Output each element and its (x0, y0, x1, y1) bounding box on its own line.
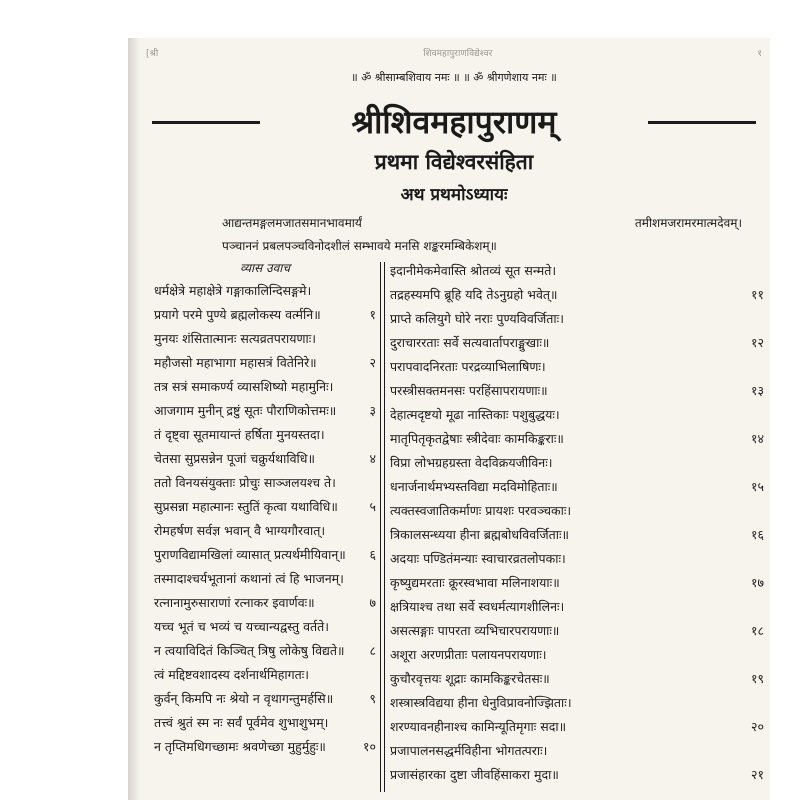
verse-text: प्रयागे परमे पुण्ये ब्रह्मलोकस्य वर्त्मनि॥ (154, 306, 321, 322)
verse-line (390, 402, 764, 426)
verse-number: १८ (750, 622, 764, 638)
verse-line (390, 498, 764, 522)
verse-line (154, 518, 376, 542)
running-head (146, 46, 762, 59)
verse-text: परापवादनिरताः परद्रव्याभिलाषिणः। (390, 358, 546, 374)
verse-text: प्रजासंहारका दुष्टा जीवहिंसाकरा मुदा॥ (390, 766, 559, 782)
verse-text: कुचौरवृत्तयः शूद्राः कामकिङ्करचेतसः॥ (390, 670, 550, 686)
verse-text: ततो विनयसंयुक्ताः प्रोचुः साञ्जलयश्च ते। (154, 474, 336, 490)
verse-text: मुनयः शंसितात्मानः सत्यव्रतपरायणाः। (154, 330, 317, 346)
verse-line (154, 446, 376, 470)
verse-line (154, 542, 376, 566)
verse-text: रत्नानामुरुसाराणां रत्नाकर इवार्णवः॥ (154, 594, 315, 610)
verse-text: तं दृष्ट्वा सूतमायान्तं हर्षिता मुनयस्तदा। (154, 426, 325, 442)
verse-line (390, 522, 764, 546)
verse-line (390, 330, 764, 354)
verse-number: २ (369, 354, 376, 370)
right-column (390, 258, 764, 786)
title-block (146, 100, 762, 144)
verse-line (390, 450, 764, 474)
left-column (154, 258, 376, 758)
invocatory-verse (222, 212, 742, 258)
verse-text: सुप्रसन्ना महात्मानः स्तुतिं कृत्वा यथाविधि॥ (154, 498, 338, 514)
right-verse-list (390, 258, 764, 786)
verse-line (154, 302, 376, 326)
verse-text: इदानीमेकमेवास्ति श्रोतव्यं सूत सन्मते। (390, 262, 557, 278)
invocatory-verse-line-1-right: तमीशमजरामरमात्मदेवम्। (634, 216, 742, 230)
invocation-line: ॥ ॐ श्रीसाम्बशिवाय नमः ॥ ॥ ॐ श्रीगणेशाय नमः ॥ (351, 71, 557, 84)
verse-line (154, 422, 376, 446)
verse-text: चेतसा सुप्रसन्नेन पूजां चक्रुर्यथाविधि॥ (154, 450, 315, 466)
invocatory-verse-line-1-left: आद्यन्तमङ्गलमजातसमानभावमार्यं (222, 216, 362, 230)
verse-line (390, 474, 764, 498)
verse-number: १७ (750, 574, 764, 590)
verse-text: शस्त्रास्त्रविद्यया हीना धेनुविप्रावनोज्झिताः। (390, 694, 572, 710)
verse-text: दुराचाररताः सर्वे सत्यवार्तापराङ्मुखाः॥ (390, 334, 550, 350)
verse-line (390, 570, 764, 594)
verse-text: कृष्युद्यमरताः क्रूरस्वभावा मलिनाशयाः॥ (390, 574, 560, 590)
verse-line (154, 734, 376, 758)
verse-number: १५ (750, 478, 764, 494)
invocatory-verse-line-2 (222, 235, 742, 258)
verse-text: तद्रहस्यमपि ब्रूहि यदि तेऽनुग्रहो भवेत्॥ (390, 286, 558, 302)
verse-text: रोमहर्षण सर्वज्ञ भवान् वै भाग्यगौरवात्। (154, 522, 326, 538)
verse-line (390, 642, 764, 666)
verse-text: धनार्जनार्थमभ्यस्तविद्या मदविमोहिताः॥ (390, 478, 558, 494)
left-verse-list (154, 278, 376, 758)
verse-number: ९ (369, 690, 376, 706)
verse-number: १२ (750, 334, 764, 350)
verse-number: १ (369, 306, 376, 322)
verse-text: तत्र सत्रं समाकर्ण्य व्यासशिष्यो महामुनिः। (154, 378, 334, 394)
verse-line (390, 282, 764, 306)
verse-text: अदयाः पण्डितंमन्याः स्वाचारव्रतलोपकाः। (390, 550, 566, 566)
verse-text: त्वं मद्दिष्टवशादस्य दर्शनार्थमिहागतः। (154, 666, 310, 682)
verse-line (154, 350, 376, 374)
verse-line (390, 594, 764, 618)
verse-line (390, 666, 764, 690)
verse-text: कुर्वन् किमपि नः श्रेयो न वृथागन्तुमर्हसि॥ (154, 690, 334, 706)
invocatory-verse-line-1 (222, 212, 742, 235)
verse-text: प्रजापालनसद्धर्मविहीना भोगतत्पराः। (390, 742, 548, 758)
verse-line (154, 614, 376, 638)
verse-number: ३ (369, 402, 376, 418)
verse-number: ६ (369, 546, 376, 562)
verse-text: न तृप्तिमधिगच्छामः श्रवणेच्छा मुहुर्मुहुः॥ (154, 738, 326, 754)
verse-line (154, 374, 376, 398)
verse-line (390, 546, 764, 570)
page-binding-shadow (128, 38, 140, 800)
verse-text: शरण्यावनहीनाश्च कामिन्यूतिमृगाः सदा॥ (390, 718, 567, 734)
verse-number: १४ (750, 430, 764, 446)
verse-number: ४ (369, 450, 376, 466)
verse-text: महौजसो महाभागा महासत्रं वितेनिरे॥ (154, 354, 317, 370)
verse-number: १३ (750, 382, 764, 398)
verse-text: विप्रा लोभग्रहग्रस्ता वेदविक्रयजीविनः। (390, 454, 553, 470)
verse-text: तस्मादाश्चर्यभूतानां कथानां त्वं हि भाजनम्। (154, 570, 344, 586)
verse-text: आजगाम मुनीन् द्रष्टुं सूतः पौराणिकोत्तमः॥ (154, 402, 337, 418)
verse-number: ८ (369, 642, 376, 658)
verse-line (390, 354, 764, 378)
verse-text: पुराणविद्यामखिलां व्यासात् प्रत्यर्थमीयिवान्॥ (154, 546, 346, 562)
verse-line (154, 710, 376, 734)
verse-number: २० (750, 718, 764, 734)
verse-number: ११ (750, 286, 764, 302)
verse-text: त्रिकालसन्ध्यया हीना ब्रह्मबोधविवर्जिताः॥ (390, 526, 570, 542)
verse-line (390, 306, 764, 330)
verse-line (390, 378, 764, 402)
verse-text: मातृपितृकृतद्वेषाः स्त्रीदेवाः कामकिङ्कराः॥ (390, 430, 564, 446)
running-head-page-number: १ (757, 49, 762, 59)
verse-text: असत्सङ्गाः पापरता व्यभिचारपरायणाः॥ (390, 622, 560, 638)
verse-line (390, 426, 764, 450)
verse-line (154, 326, 376, 350)
verse-number: १६ (750, 526, 764, 542)
verse-line (390, 738, 764, 762)
verse-line (154, 398, 376, 422)
verse-number: १९ (750, 670, 764, 686)
page-title: श्रीशिवमहापुराणम् (351, 103, 557, 141)
verse-line (390, 690, 764, 714)
verse-number: १० (362, 738, 376, 754)
verse-line (154, 470, 376, 494)
column-divider (380, 262, 385, 792)
verse-line (154, 638, 376, 662)
verse-line (154, 494, 376, 518)
verse-text: अशूरा अरणप्रीताः पलायनपरायणाः। (390, 646, 547, 662)
verse-text: धर्मक्षेत्रे महाक्षेत्रे गङ्गाकालिन्दिसङ्गमे। (154, 282, 312, 298)
verse-text: तत्त्वं श्रुतं स्म नः सर्वं पूर्वमेव शुभाशुभम्। (154, 714, 329, 730)
running-head-center: शिवमहापुराणविद्येश्वर (423, 49, 493, 59)
verse-text: देहात्मदृष्टयो मूढा नास्तिकाः पशुबुद्धयः। (390, 406, 560, 422)
verse-line (390, 714, 764, 738)
verse-line (390, 762, 764, 786)
verse-line (154, 662, 376, 686)
verse-text: यच्च भूतं च भव्यं च यच्चान्यद्वस्तु वर्तते। (154, 618, 330, 634)
verse-number: २१ (750, 766, 764, 782)
verse-line (154, 278, 376, 302)
verse-text: क्षत्रियाश्च तथा सर्वे स्वधर्मत्यागशीलिनः। (390, 598, 565, 614)
chapter-heading: अथ प्रथमोऽध्यायः (400, 185, 508, 205)
verse-text: परस्त्रीसक्तमनसः परहिंसापरायणाः॥ (390, 382, 548, 398)
verse-text: त्यक्तस्वजातिकर्माणः प्रायशः परवञ्चकाः। (390, 502, 572, 518)
invocatory-verse-line-2-text: पञ्चाननं प्रबलपञ्चविनोदशीलं सम्भावये मनसि शङ्करमम्बिकेशम्॥ (222, 239, 497, 253)
samhita-title: प्रथमा विद्येश्वरसंहिता (374, 149, 534, 174)
verse-line (154, 686, 376, 710)
verse-line (154, 590, 376, 614)
verse-line (154, 566, 376, 590)
verse-line (390, 258, 764, 282)
verse-text: न त्वयाविदितं किञ्चित् त्रिषु लोकेषु विद्यते॥ (154, 642, 345, 658)
running-head-left: [श्री (146, 49, 159, 59)
verse-number: ५ (369, 498, 376, 514)
verse-line (390, 618, 764, 642)
verse-text: प्राप्ते कलियुगे घोरे नराः पुण्यविवर्जिताः। (390, 310, 564, 326)
verse-number: ७ (369, 594, 376, 610)
speaker-heading: व्यास उवाच (239, 261, 291, 275)
